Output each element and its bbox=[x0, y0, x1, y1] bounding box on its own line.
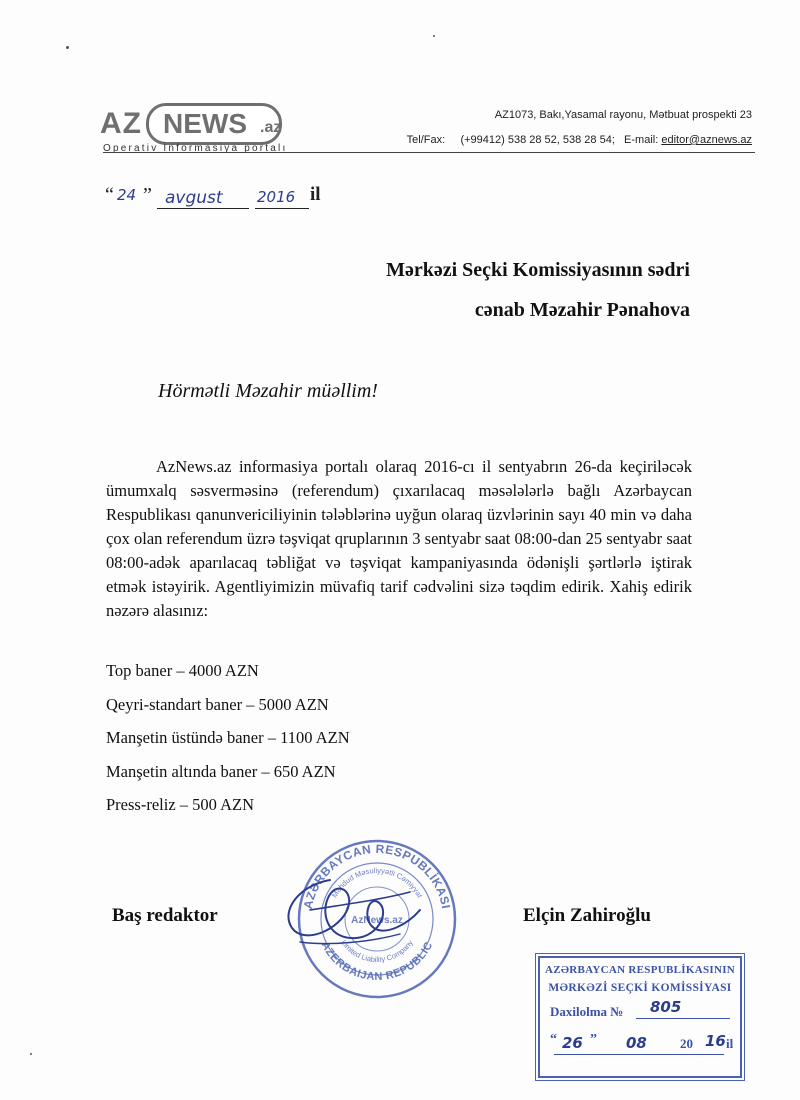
date-month-underline bbox=[157, 208, 249, 209]
price-list bbox=[106, 661, 350, 829]
reg-stamp-line1: AZƏRBAYCAN RESPUBLİKASININ bbox=[544, 964, 736, 976]
date-year-underline bbox=[255, 208, 309, 209]
date-month: avgust bbox=[165, 188, 223, 208]
reg-quote-open: “ bbox=[550, 1032, 557, 1047]
reg-entry-label: Daxilolma № bbox=[550, 1004, 624, 1019]
logo-tagline: Operativ İnformasiya portalı bbox=[103, 143, 288, 154]
telfax-label: Tel/Fax: bbox=[406, 134, 446, 146]
letter-body: AzNews.az informasiya portalı olaraq 2016-cı il sentyabrın 26-da keçiriləcək ümumxalq səsverməsinə (referendum) çıxarılacaq məsələlərlə bağlı Azərbaycan Respublikası qanunvericiliyinin tələblərinə uyğun olaraq üzvlərinin sayı 40 min və daha çox olan referendum üzrə təşviqat qruplarının 3 sentyabr saat 08:00-dan 25 sentyabr saat 08:00-adək aparılacaq təbliğat və təşviqat kampaniyasında ödənişli şərtlərlə iştirak etmək istəyirik. Agentliyimizin müvafiq tarif cədvəlini sizə təqdim edirik. Xahiş edirik nəzərə alasınız: bbox=[106, 457, 692, 620]
date-suffix: il bbox=[310, 184, 321, 205]
reg-entry-number: 805 bbox=[650, 998, 682, 1016]
date-day: 24 bbox=[117, 186, 137, 204]
letterhead-address: AZ1073, Bakı,Yasamal rayonu, Mətbuat prospekti 23 bbox=[494, 109, 752, 121]
price-item: Manşetin üstündə baner – 1100 AZN bbox=[106, 728, 350, 747]
salutation: Hörmətli Məzahir müəllim! bbox=[158, 380, 378, 402]
reg-quote-close: ” bbox=[590, 1032, 597, 1047]
addressee-name: cənab Məzahir Pənahova bbox=[474, 299, 690, 321]
seal-center-text: AzNews.az bbox=[351, 915, 403, 926]
email-link[interactable]: editor@aznews.az bbox=[661, 134, 752, 146]
reg-day: 26 bbox=[562, 1034, 583, 1052]
logo-az-text: AZ bbox=[100, 107, 142, 140]
reg-suffix: il bbox=[726, 1036, 734, 1051]
date-year: 2016 bbox=[257, 188, 296, 206]
letterhead-contact bbox=[380, 134, 752, 146]
reg-entry-underline bbox=[636, 1018, 730, 1019]
logo-domain-text: .az bbox=[260, 119, 282, 136]
scan-speck bbox=[66, 46, 69, 49]
reg-date-underline bbox=[554, 1054, 724, 1055]
reg-month: 08 bbox=[626, 1034, 647, 1052]
seal-inner-bottom-text: Limited Liability Company bbox=[339, 938, 415, 965]
price-item: Qeyri-standart baner – 5000 AZN bbox=[106, 694, 329, 714]
seal-outer-bottom-text: AZERBAIJAN REPUBLIC bbox=[318, 939, 436, 984]
price-item: Press-reliz – 500 AZN bbox=[106, 795, 255, 814]
date-quote-close: ” bbox=[143, 184, 152, 206]
price-item: Top baner – 4000 AZN bbox=[106, 661, 259, 680]
price-item: Manşetin altında baner – 650 AZN bbox=[106, 761, 336, 781]
handwritten-signature bbox=[270, 850, 430, 960]
signatory-title: Baş redaktor bbox=[112, 905, 218, 926]
date-quote-open: “ bbox=[105, 184, 114, 206]
seal-outer-top-text: AZƏRBAYCAN RESPUBLİKASI bbox=[300, 841, 454, 911]
telfax-value: (+99412) 538 28 52, 538 28 54; bbox=[460, 134, 615, 146]
registration-stamp bbox=[538, 956, 742, 1078]
scan-speck bbox=[433, 35, 435, 37]
scan-speck bbox=[30, 1053, 32, 1055]
logo-news-text: NEWS bbox=[163, 108, 247, 139]
letter-date bbox=[105, 180, 365, 214]
seal-inner-top-text: Məhdud Məsuliyyətli Cəmiyyət bbox=[329, 865, 425, 900]
reg-year-suffix: 16 bbox=[705, 1032, 726, 1050]
signatory-name: Elçin Zahiroğlu bbox=[523, 905, 651, 926]
email-label: E-mail: bbox=[624, 134, 659, 146]
letterhead-divider bbox=[103, 152, 755, 153]
reg-stamp-line2: MƏRKƏZİ SEÇKİ KOMİSSİYASI bbox=[548, 982, 732, 994]
reg-year-prefix: 20 bbox=[680, 1036, 693, 1051]
addressee-title: Mərkəzi Seçki Komissiyasının sədri bbox=[386, 259, 690, 281]
